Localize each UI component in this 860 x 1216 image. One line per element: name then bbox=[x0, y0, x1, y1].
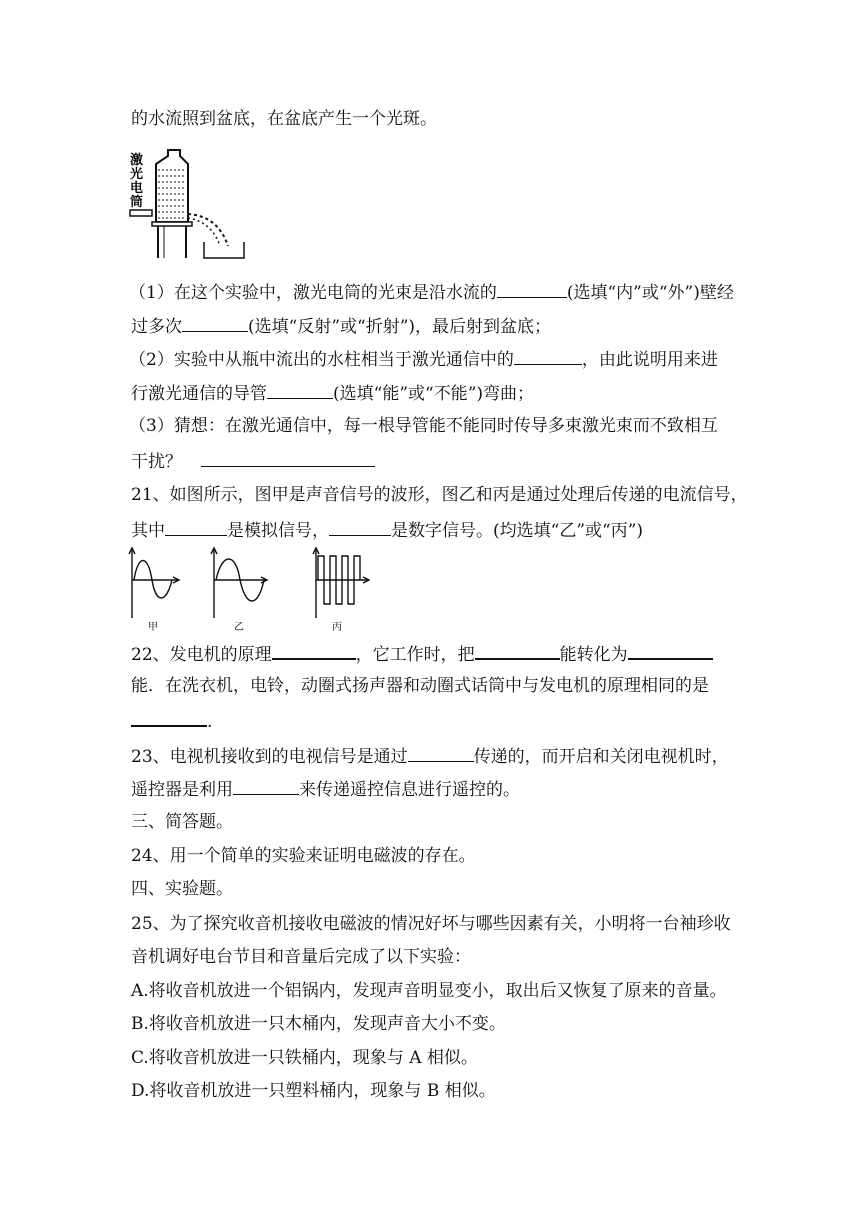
wave-jia bbox=[129, 548, 179, 618]
answer-blank[interactable] bbox=[182, 313, 248, 332]
answer-blank[interactable] bbox=[267, 380, 333, 399]
laser-label-char: 电 bbox=[130, 181, 144, 196]
text-line bbox=[131, 776, 520, 802]
answer-blank[interactable] bbox=[165, 517, 227, 536]
section-heading: 三、简答题。 bbox=[131, 812, 233, 832]
laser-label-char: 光 bbox=[130, 167, 144, 182]
text: 能转化为 bbox=[559, 645, 628, 665]
text-line bbox=[131, 313, 551, 339]
text: 23、电视机接收到的电视信号是通过 bbox=[131, 747, 408, 767]
text: 来传递遥控信息进行遥控的。 bbox=[299, 780, 520, 800]
option-b: B.将收音机放进一只木桶内，发现声音大小不变。 bbox=[131, 1014, 506, 1034]
option-c: C.将收音机放进一只铁桶内，现象与 A 相似。 bbox=[131, 1048, 478, 1068]
text: (选填“内”或“外”)壁经 bbox=[566, 283, 734, 303]
text: 22、发电机的原理 bbox=[131, 645, 272, 665]
text: 干扰？ bbox=[131, 452, 182, 472]
answer-blank[interactable] bbox=[475, 640, 560, 660]
answer-blank[interactable] bbox=[201, 448, 375, 467]
text: （1）在这个实验中，激光电筒的光束是沿水流的 bbox=[129, 283, 497, 303]
text: 其中 bbox=[131, 521, 165, 541]
text: 传递的，而开启和关闭电视机时， bbox=[473, 747, 729, 767]
text-line: （3）猜想：在激光通信中，每一根导管能不能同时传导多束激光束而不致相互 bbox=[129, 416, 718, 436]
text-line bbox=[131, 640, 713, 667]
text: (选填“反射”或“折射”)，最后射到盆底； bbox=[248, 317, 552, 337]
text-line bbox=[129, 346, 718, 372]
text-line bbox=[131, 517, 643, 543]
text: 过多次 bbox=[131, 317, 182, 337]
text: (选填“能”或“不能”)弯曲； bbox=[333, 384, 535, 404]
text-line: 25、为了探究收音机接收电磁波的情况好坏与哪些因素有关，小明将一台袖珍收 bbox=[131, 914, 731, 934]
wave-yi bbox=[211, 548, 267, 618]
laser-label-char: 激 bbox=[130, 153, 144, 168]
text-line: 的水流照到盆底，在盆底产生一个光斑。 bbox=[131, 109, 437, 129]
answer-blank[interactable] bbox=[408, 743, 474, 762]
text-line: 21、如图所示，图甲是声音信号的波形，图乙和丙是通过处理后传递的电流信号， bbox=[131, 485, 748, 505]
option-a: A.将收音机放进一个铝锅内，发现声音明显变小，取出后又恢复了原来的音量。 bbox=[131, 981, 727, 1001]
answer-blank[interactable] bbox=[329, 517, 391, 536]
text: ，它工作时，把 bbox=[355, 645, 475, 665]
text-line bbox=[131, 707, 212, 734]
wave-label-yi: 乙 bbox=[234, 622, 244, 633]
laser-label-char: 筒 bbox=[130, 195, 144, 210]
text-line bbox=[131, 448, 375, 474]
answer-blank[interactable] bbox=[628, 640, 713, 660]
answer-blank[interactable] bbox=[233, 776, 299, 795]
text-line bbox=[131, 380, 534, 406]
text-line bbox=[131, 743, 729, 769]
laser-experiment-figure bbox=[128, 146, 248, 261]
text-line bbox=[129, 279, 734, 305]
answer-blank[interactable] bbox=[131, 707, 207, 727]
answer-blank[interactable] bbox=[514, 346, 582, 365]
signal-waveform-figures bbox=[126, 546, 376, 634]
wave-bing bbox=[313, 548, 369, 618]
text: 遥控器是利用 bbox=[131, 780, 233, 800]
text: 是模拟信号， bbox=[227, 521, 329, 541]
text: . bbox=[207, 712, 213, 732]
text: ，由此说明用来进 bbox=[581, 350, 718, 370]
option-d: D.将收音机放进一只塑料桶内，现象与 B 相似。 bbox=[131, 1081, 496, 1101]
wave-label-jia: 甲 bbox=[148, 622, 158, 633]
text: （2）实验中从瓶中流出的水柱相当于激光通信中的 bbox=[129, 350, 514, 370]
text: 行激光通信的导管 bbox=[131, 384, 267, 404]
text-line: 音机调好电台节目和音量后完成了以下实验： bbox=[131, 947, 471, 967]
wave-label-bing: 丙 bbox=[332, 622, 342, 633]
section-heading: 四、实验题。 bbox=[131, 879, 233, 899]
text-line: 能．在洗衣机，电铃，动圈式扬声器和动圈式话筒中与发电机的原理相同的是 bbox=[131, 676, 709, 696]
text: 是数字信号。(均选填“乙”或“丙”) bbox=[391, 521, 644, 541]
answer-blank[interactable] bbox=[272, 640, 356, 660]
answer-blank[interactable] bbox=[497, 279, 567, 298]
text-line: 24、用一个简单的实验来证明电磁波的存在。 bbox=[131, 846, 476, 866]
